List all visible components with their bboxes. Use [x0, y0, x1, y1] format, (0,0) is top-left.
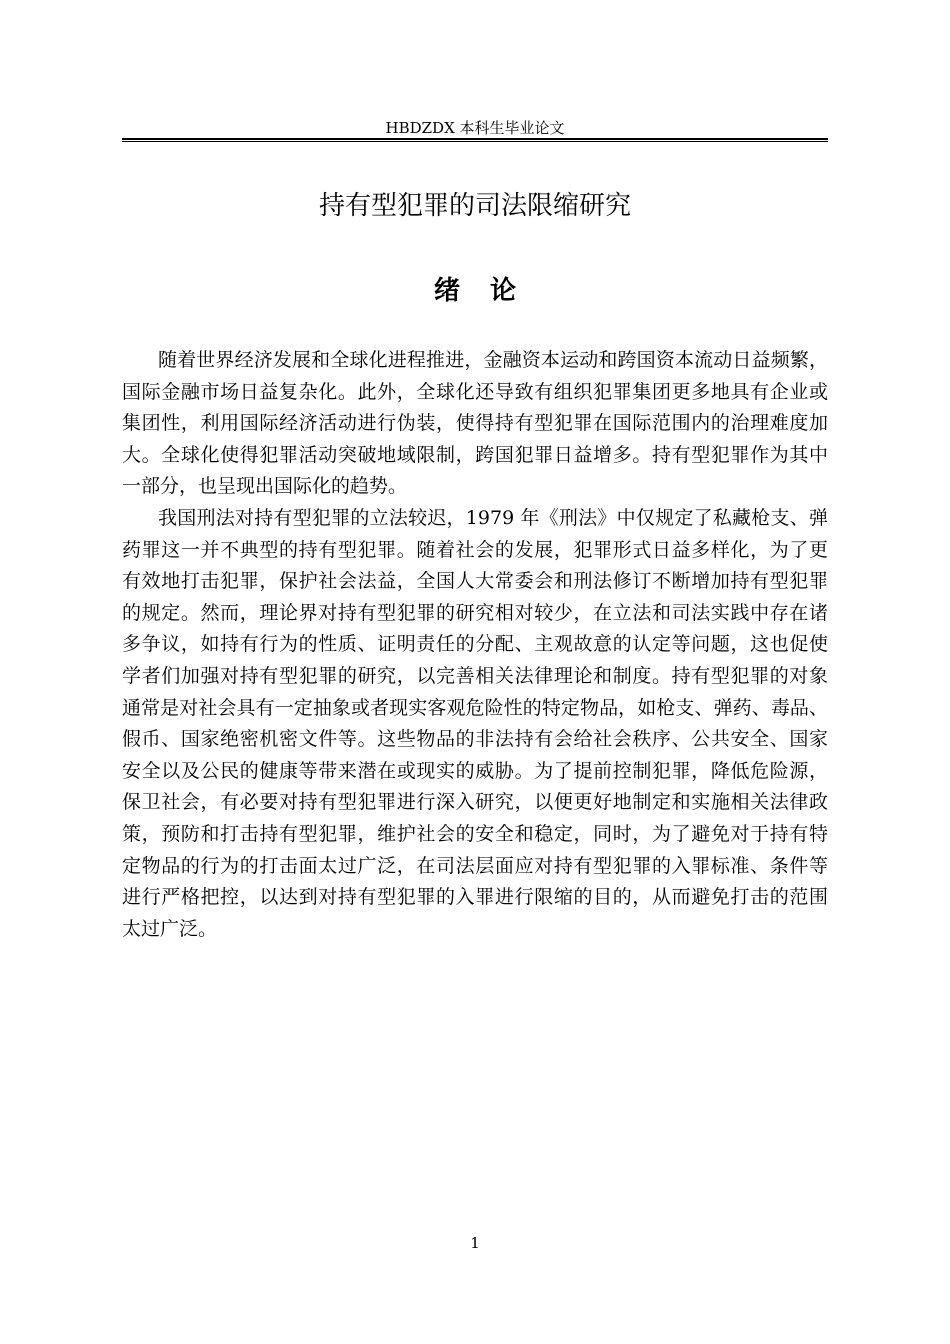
header-double-rule: [122, 138, 828, 142]
paragraph-line: 一部分，也呈现出国际化的趋势。: [122, 475, 408, 498]
body-text: [122, 345, 828, 945]
section-heading-char: 论: [490, 276, 517, 306]
paragraph-line: 进行严格把控，以达到对持有型犯罪的入罪进行限缩的目的，从而避免打击的范围: [122, 886, 828, 909]
paragraph-line: 的规定。然而，理论界对持有型犯罪的研究相对较少，在立法和司法实践中存在诸: [122, 601, 828, 624]
paragraph-line: 集团性，利用国际经济活动进行伪装，使得持有型犯罪在国际范围内的治理难度加: [122, 412, 828, 435]
paragraph-line: 有效地打击犯罪，保护社会法益，全国人大常委会和刑法修订不断增加持有型犯罪: [122, 570, 828, 593]
paragraph-line: 大。全球化使得犯罪活动突破地域限制，跨国犯罪日益增多。持有型犯罪作为其中: [122, 443, 828, 466]
paragraph-line: 国际金融市场日益复杂化。此外，全球化还导致有组织犯罪集团更多地具有企业或: [122, 380, 828, 403]
paragraph-line: 随着世界经济发展和全球化进程推进，金融资本运动和跨国资本流动日益频繁，: [158, 349, 828, 371]
paragraph: [122, 503, 828, 945]
section-heading-char: 绪: [433, 276, 460, 306]
thesis-title: 持有型犯罪的司法限缩研究: [318, 191, 631, 221]
paragraph-line: 药罪这一并不典型的持有型犯罪。随着社会的发展，犯罪形式日益多样化，为了更: [122, 538, 828, 561]
running-header: HBDZDX 本科生毕业论文: [385, 119, 565, 137]
paragraph-line: 通常是对社会具有一定抽象或者现实客观危险性的特定物品，如枪支、弹药、毒品、: [122, 696, 828, 719]
paragraph-line: 我国刑法对持有型犯罪的立法较迟，1979 年《刑法》中仅规定了私藏枪支、弹: [158, 506, 828, 529]
section-heading: [0, 272, 950, 310]
paragraph-line: 多争议，如持有行为的性质、证明责任的分配、主观故意的认定等问题，这也促使: [122, 633, 828, 656]
paragraph-line: 太过广泛。: [122, 917, 218, 940]
paragraph-line: 假币、国家绝密机密文件等。这些物品的非法持有会给社会秩序、公共安全、国家: [122, 728, 828, 751]
paragraph-line: 安全以及公民的健康等带来潜在或现实的威胁。为了提前控制犯罪，降低危险源，: [122, 759, 828, 782]
paragraph: [122, 345, 828, 503]
paragraph-line: 学者们加强对持有型犯罪的研究，以完善相关法律理论和制度。持有型犯罪的对象: [122, 664, 828, 687]
paragraph-line: 定物品的行为的打击面太过广泛，在司法层面应对持有型犯罪的入罪标准、条件等: [122, 854, 828, 877]
paragraph-line: 保卫社会，有必要对持有型犯罪进行深入研究，以便更好地制定和实施相关法律政: [122, 791, 828, 814]
page-number: 1: [470, 1234, 480, 1252]
paragraph-line: 策，预防和打击持有型犯罪，维护社会的安全和稳定，同时，为了避免对于持有特: [122, 822, 828, 845]
